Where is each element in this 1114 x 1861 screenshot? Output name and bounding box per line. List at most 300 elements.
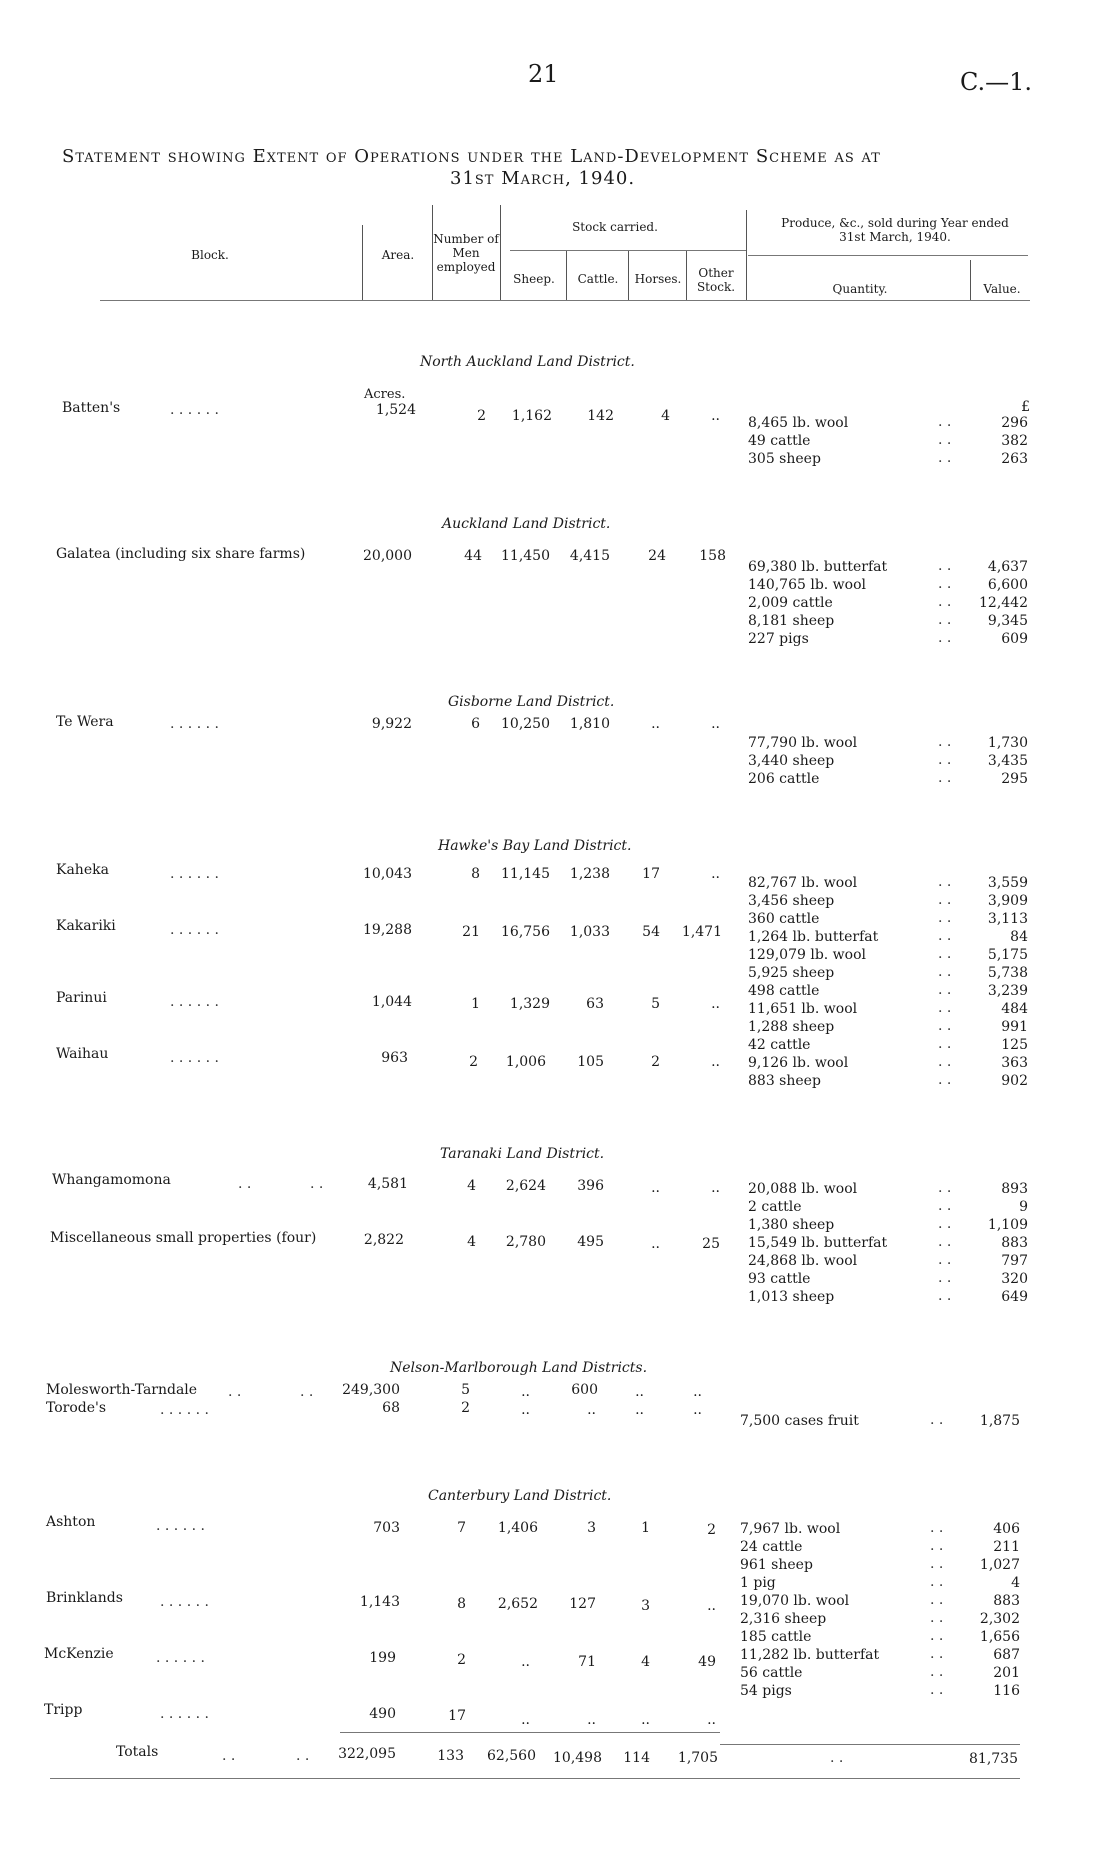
cell-sheep: .. (521, 1712, 530, 1728)
produce-quantity: 1,013 sheep (748, 1289, 835, 1305)
leader-dots: . . (938, 1270, 952, 1286)
produce-value: 991 (1001, 1019, 1028, 1035)
produce-row (740, 1664, 1020, 1682)
cell-cattle: 127 (569, 1596, 596, 1612)
cell-men: 44 (464, 548, 482, 564)
produce-value: 3,909 (987, 893, 1028, 909)
cell-cattle: 396 (577, 1178, 604, 1194)
header-bottom-rule (100, 300, 1030, 301)
cell-other-stock: .. (711, 1180, 720, 1196)
cell-horses: 1 (641, 1520, 650, 1536)
totals-rule (340, 1732, 720, 1733)
cell-other-stock: .. (711, 866, 720, 882)
produce-quantity: 9,126 lb. wool (748, 1055, 849, 1071)
produce-value: 201 (993, 1665, 1020, 1681)
cell-horses: 54 (642, 924, 660, 940)
leader-dots: . . (930, 1520, 944, 1536)
cell-men: 8 (457, 1596, 466, 1612)
cell-area: 2,822 (363, 1232, 404, 1248)
produce-quantity: 5,925 sheep (748, 965, 835, 981)
leader-dots: . . (930, 1538, 944, 1554)
cell-horses: 17 (642, 866, 660, 882)
produce-row (748, 928, 1028, 946)
leader-dots: . . (938, 558, 952, 574)
cell-men: 17 (448, 1708, 466, 1724)
leader-dots: . . (310, 1176, 324, 1192)
block-name: Batten's (62, 400, 121, 416)
produce-row (748, 414, 1028, 432)
total-horses: 114 (623, 1750, 650, 1766)
block-name: Parinui (56, 990, 107, 1006)
leader-dots: . . . . . . (160, 1402, 209, 1418)
cell-sheep: 2,624 (505, 1178, 546, 1194)
produce-quantity: 140,765 lb. wool (748, 577, 867, 593)
district-heading: Canterbury Land District. (428, 1488, 612, 1504)
produce-quantity: 1,380 sheep (748, 1217, 835, 1233)
produce-value: 1,027 (979, 1557, 1020, 1573)
produce-quantity: 185 cattle (740, 1629, 812, 1645)
total-cattle: 10,498 (553, 1750, 602, 1766)
cell-area: 490 (369, 1706, 396, 1722)
cell-cattle: 1,238 (569, 866, 610, 882)
cell-horses: 5 (651, 996, 660, 1012)
produce-value: 3,435 (987, 753, 1028, 769)
district-heading: Gisborne Land District. (448, 694, 615, 710)
produce-row (748, 1270, 1028, 1288)
produce-row (748, 1216, 1028, 1234)
produce-group-rule (748, 255, 1028, 256)
leader-dots: . . (938, 576, 952, 592)
cell-cattle: 71 (578, 1654, 596, 1670)
produce-value: 649 (1001, 1289, 1028, 1305)
produce-quantity: 42 cattle (748, 1037, 811, 1053)
produce-block (748, 558, 1028, 648)
produce-quantity: 3,440 sheep (748, 753, 835, 769)
produce-quantity: 24 cattle (740, 1539, 803, 1555)
produce-quantity: 82,767 lb. wool (748, 875, 858, 891)
produce-row (740, 1412, 1020, 1430)
column-header-stock: Stock carried. (572, 220, 658, 234)
column-header-quantity: Quantity. (832, 282, 888, 296)
produce-row (740, 1610, 1020, 1628)
produce-value: 296 (1001, 415, 1028, 431)
produce-value: 902 (1001, 1073, 1028, 1089)
leader-dots: . . (938, 910, 952, 926)
cell-cattle: 3 (587, 1520, 596, 1536)
leader-dots: . . . . . . (170, 402, 219, 418)
district-heading: Hawke's Bay Land District. (438, 838, 632, 854)
produce-value: 4,637 (987, 559, 1028, 575)
leader-dots: . . (938, 982, 952, 998)
cell-sheep: .. (521, 1384, 530, 1400)
district-heading: Taranaki Land District. (440, 1146, 605, 1162)
column-rule (566, 250, 567, 300)
cell-other-stock: 25 (702, 1236, 720, 1252)
leader-dots: . . (938, 1234, 952, 1250)
leader-dots: . . (930, 1412, 944, 1428)
produce-row (748, 964, 1028, 982)
column-header-sheep: Sheep. (513, 272, 555, 286)
district-heading: Nelson-Marlborough Land Districts. (390, 1360, 648, 1376)
cell-horses: .. (651, 1180, 660, 1196)
produce-quantity: 11,651 lb. wool (748, 1001, 858, 1017)
cell-men: 4 (467, 1234, 476, 1250)
produce-value: 797 (1001, 1253, 1028, 1269)
produce-quantity: 49 cattle (748, 433, 811, 449)
column-header-horses: Horses. (634, 272, 682, 286)
cell-area: 1,044 (371, 994, 412, 1010)
produce-quantity: 15,549 lb. butterfat (748, 1235, 888, 1251)
produce-value: 406 (993, 1521, 1020, 1537)
cell-men: 2 (477, 408, 486, 424)
produce-value: 1,656 (979, 1629, 1020, 1645)
produce-row (740, 1592, 1020, 1610)
cell-area: 1,143 (359, 1594, 400, 1610)
produce-quantity: 24,868 lb. wool (748, 1253, 858, 1269)
cell-horses: .. (635, 1384, 644, 1400)
produce-value: 609 (1001, 631, 1028, 647)
produce-value: 116 (993, 1683, 1020, 1699)
page-title: Statement showing Extent of Operations under the Land-Development Scheme as at (62, 146, 881, 167)
produce-row (740, 1628, 1020, 1646)
cell-sheep: 2,652 (497, 1596, 538, 1612)
cell-cattle: 1,033 (569, 924, 610, 940)
produce-quantity: 2,316 sheep (740, 1611, 827, 1627)
cell-horses: 4 (641, 1654, 650, 1670)
produce-quantity: 961 sheep (740, 1557, 813, 1573)
cell-horses: 2 (651, 1054, 660, 1070)
produce-value: 84 (1010, 929, 1028, 945)
leader-dots: . . (938, 752, 952, 768)
cell-cattle: 600 (571, 1382, 598, 1398)
leader-dots: . . (938, 892, 952, 908)
cell-cattle: 105 (577, 1054, 604, 1070)
column-header-block: Block. (191, 248, 229, 262)
produce-quantity: 206 cattle (748, 771, 820, 787)
produce-row (748, 1198, 1028, 1216)
cell-men: 21 (462, 924, 480, 940)
total-area: 322,095 (338, 1746, 396, 1762)
leader-dots: . . . . . . (170, 716, 219, 732)
produce-quantity: 93 cattle (748, 1271, 811, 1287)
leader-dots: . . (938, 964, 952, 980)
cell-sheep: .. (521, 1654, 530, 1670)
block-name: Kaheka (56, 862, 109, 878)
cell-other-stock: .. (711, 716, 720, 732)
cell-men: 7 (457, 1520, 466, 1536)
cell-area: 19,288 (363, 922, 412, 938)
leader-dots: . . (938, 612, 952, 628)
produce-quantity: 305 sheep (748, 451, 821, 467)
block-name: Brinklands (46, 1590, 123, 1606)
produce-quantity: 1,264 lb. butterfat (748, 929, 879, 945)
produce-value: 893 (1001, 1181, 1028, 1197)
produce-row (748, 1234, 1028, 1252)
leader-dots: . . . . . . (156, 1518, 205, 1534)
leader-dots: . . (938, 450, 952, 466)
produce-quantity: 7,967 lb. wool (740, 1521, 841, 1537)
cell-sheep: 1,406 (497, 1520, 538, 1536)
produce-block (748, 734, 1028, 788)
leader-dots: . . (222, 1748, 236, 1764)
produce-value: 6,600 (987, 577, 1028, 593)
district-heading: Auckland Land District. (442, 516, 611, 532)
produce-block (740, 1520, 1020, 1700)
produce-row (748, 630, 1028, 648)
produce-quantity: 19,070 lb. wool (740, 1593, 850, 1609)
produce-row (748, 982, 1028, 1000)
cell-cattle: 63 (586, 996, 604, 1012)
produce-quantity: 1,288 sheep (748, 1019, 835, 1035)
cell-sheep: 1,162 (511, 408, 552, 424)
leader-dots: . . (938, 1216, 952, 1232)
produce-value: 263 (1001, 451, 1028, 467)
cell-men: 2 (457, 1652, 466, 1668)
column-rule (746, 210, 747, 300)
document-reference: C.—1. (960, 68, 1033, 96)
block-name: Kakariki (56, 918, 116, 934)
cell-sheep: 16,756 (501, 924, 550, 940)
block-name: Te Wera (56, 714, 114, 730)
leader-dots: . . . . . . (170, 994, 219, 1010)
column-rule (500, 205, 501, 300)
produce-block (748, 414, 1028, 468)
produce-row (748, 874, 1028, 892)
produce-value: 363 (1001, 1055, 1028, 1071)
block-name: Molesworth-Tarndale (46, 1382, 198, 1398)
leader-dots: . . (938, 414, 952, 430)
cell-men: 6 (471, 716, 480, 732)
block-name: Miscellaneous small properties (four) (50, 1230, 317, 1246)
produce-row (748, 1054, 1028, 1072)
produce-row (748, 734, 1028, 752)
currency-symbol: £ (1021, 399, 1030, 415)
produce-row (748, 594, 1028, 612)
total-value: 81,735 (969, 1751, 1018, 1767)
column-header-area: Area. (381, 248, 415, 262)
produce-value: 3,113 (987, 911, 1028, 927)
cell-men: 8 (471, 866, 480, 882)
cell-cattle: 1,810 (569, 716, 610, 732)
produce-value: 4 (1011, 1575, 1020, 1591)
produce-quantity: 8,465 lb. wool (748, 415, 849, 431)
cell-sheep: 11,145 (501, 866, 550, 882)
produce-value: 484 (1001, 1001, 1028, 1017)
cell-horses: .. (635, 1402, 644, 1418)
produce-row (748, 450, 1028, 468)
cell-cattle: 142 (587, 408, 614, 424)
leader-dots: . . (930, 1610, 944, 1626)
leader-dots: . . (938, 1018, 952, 1034)
produce-quantity: 883 sheep (748, 1073, 821, 1089)
column-rule (362, 225, 363, 300)
cell-other-stock: .. (707, 1712, 716, 1728)
produce-row (748, 612, 1028, 630)
leader-dots: . . (930, 1682, 944, 1698)
produce-value: 211 (993, 1539, 1020, 1555)
cell-other-stock: .. (693, 1384, 702, 1400)
column-header-produce: Produce, &c., sold during Year ended 31st March, 1940. (781, 216, 1009, 244)
column-rule (686, 250, 687, 300)
leader-dots: . . (930, 1628, 944, 1644)
produce-value: 5,175 (987, 947, 1028, 963)
cell-sheep: 2,780 (505, 1234, 546, 1250)
produce-quantity: 2,009 cattle (748, 595, 833, 611)
leader-dots: . . (930, 1574, 944, 1590)
produce-value: 3,559 (987, 875, 1028, 891)
column-rule (970, 260, 971, 300)
produce-row (740, 1556, 1020, 1574)
cell-cattle: .. (587, 1402, 596, 1418)
produce-block (748, 1180, 1028, 1306)
produce-value: 3,239 (987, 983, 1028, 999)
produce-row (740, 1682, 1020, 1700)
cell-men: 5 (461, 1382, 470, 1398)
produce-row (748, 752, 1028, 770)
produce-quantity: 2 cattle (748, 1199, 802, 1215)
leader-dots: . . (300, 1384, 314, 1400)
cell-cattle: 495 (577, 1234, 604, 1250)
produce-row (748, 576, 1028, 594)
leader-dots: . . . . . . (170, 922, 219, 938)
column-header-cattle: Cattle. (577, 272, 619, 286)
leader-dots: . . (938, 874, 952, 890)
cell-other-stock: .. (707, 1598, 716, 1614)
produce-row (748, 1288, 1028, 1306)
leader-dots: . . . . . . (160, 1594, 209, 1610)
produce-quantity: 360 cattle (748, 911, 820, 927)
page-title-date: 31st March, 1940. (450, 168, 636, 189)
produce-quantity: 227 pigs (748, 631, 809, 647)
table-bottom-rule (50, 1778, 1020, 1779)
leader-dots: . . . . . . (170, 1050, 219, 1066)
cell-area: 4,581 (367, 1176, 408, 1192)
produce-quantity: 1 pig (740, 1575, 776, 1591)
produce-row (748, 892, 1028, 910)
cell-sheep: 11,450 (501, 548, 550, 564)
leader-dots: . . (938, 1252, 952, 1268)
produce-block (748, 874, 1028, 1090)
produce-quantity: 498 cattle (748, 983, 820, 999)
produce-value: 320 (1001, 1271, 1028, 1287)
cell-area: 963 (381, 1050, 408, 1066)
leader-dots: . . (238, 1176, 252, 1192)
produce-value: 295 (1001, 771, 1028, 787)
block-name: Whangamomona (52, 1172, 171, 1188)
produce-row (748, 558, 1028, 576)
produce-quantity: 77,790 lb. wool (748, 735, 858, 751)
leader-dots: . . (296, 1748, 310, 1764)
produce-row (748, 1252, 1028, 1270)
leader-dots: . . (938, 770, 952, 786)
leader-dots: . . (938, 630, 952, 646)
leader-dots: . . (930, 1646, 944, 1662)
produce-value: 12,442 (979, 595, 1028, 611)
column-header-value: Value. (983, 282, 1021, 296)
produce-value: 687 (993, 1647, 1020, 1663)
produce-value: 1,730 (987, 735, 1028, 751)
leader-dots: . . (938, 1198, 952, 1214)
leader-dots: . . (938, 594, 952, 610)
area-unit: Acres. (364, 387, 406, 402)
produce-value: 9 (1019, 1199, 1028, 1215)
block-name: Torode's (46, 1400, 107, 1416)
produce-quantity: 69,380 lb. butterfat (748, 559, 888, 575)
leader-dots: . . (938, 1288, 952, 1304)
produce-quantity: 11,282 lb. butterfat (740, 1647, 880, 1663)
cell-horses: 24 (648, 548, 666, 564)
produce-quantity: 3,456 sheep (748, 893, 835, 909)
cell-other-stock: 49 (698, 1654, 716, 1670)
leader-dots: . . (938, 1000, 952, 1016)
produce-row (748, 1072, 1028, 1090)
produce-row (748, 1018, 1028, 1036)
produce-value: 1,109 (987, 1217, 1028, 1233)
leader-dots: . . (938, 928, 952, 944)
cell-area: 10,043 (363, 866, 412, 882)
totals-label: Totals (116, 1744, 159, 1760)
produce-row (748, 770, 1028, 788)
leader-dots: . . (938, 1180, 952, 1196)
cell-sheep: 1,006 (505, 1054, 546, 1070)
cell-horses: .. (651, 716, 660, 732)
produce-block (740, 1412, 1020, 1430)
cell-other-stock: .. (711, 996, 720, 1012)
totals-rule (720, 1744, 1020, 1745)
cell-area: 249,300 (342, 1382, 400, 1398)
leader-dots: . . (228, 1384, 242, 1400)
cell-area: 703 (373, 1520, 400, 1536)
cell-men: 1 (471, 996, 480, 1012)
block-name: McKenzie (44, 1646, 114, 1662)
produce-quantity: 129,079 lb. wool (748, 947, 867, 963)
leader-dots: . . (830, 1750, 844, 1766)
stock-group-rule (510, 250, 746, 251)
produce-quantity: 56 cattle (740, 1665, 803, 1681)
cell-area: 9,922 (371, 716, 412, 732)
block-name: Waihau (56, 1046, 109, 1062)
block-name: Galatea (including six share farms) (56, 546, 306, 562)
cell-horses: 4 (661, 408, 670, 424)
cell-sheep: .. (521, 1402, 530, 1418)
produce-value: 883 (1001, 1235, 1028, 1251)
leader-dots: . . (938, 432, 952, 448)
total-other-stock: 1,705 (677, 1750, 718, 1766)
block-name: Tripp (44, 1702, 83, 1718)
produce-row (748, 1036, 1028, 1054)
cell-other-stock: 2 (707, 1522, 716, 1538)
page-number: 21 (528, 60, 559, 88)
produce-value: 9,345 (987, 613, 1028, 629)
leader-dots: . . (930, 1556, 944, 1572)
cell-area: 199 (369, 1650, 396, 1666)
block-name: Ashton (46, 1514, 96, 1530)
produce-row (748, 1180, 1028, 1198)
leader-dots: . . . . . . (160, 1706, 209, 1722)
column-header-men: Number of Men employed (433, 232, 499, 274)
leader-dots: . . (938, 1054, 952, 1070)
cell-horses: .. (641, 1712, 650, 1728)
produce-quantity: 7,500 cases fruit (740, 1413, 859, 1429)
cell-other-stock: .. (711, 1054, 720, 1070)
cell-cattle: .. (587, 1712, 596, 1728)
cell-horses: .. (651, 1236, 660, 1252)
cell-horses: 3 (641, 1598, 650, 1614)
leader-dots: . . (930, 1664, 944, 1680)
produce-row (748, 432, 1028, 450)
produce-value: 2,302 (979, 1611, 1020, 1627)
cell-area: 20,000 (363, 548, 412, 564)
